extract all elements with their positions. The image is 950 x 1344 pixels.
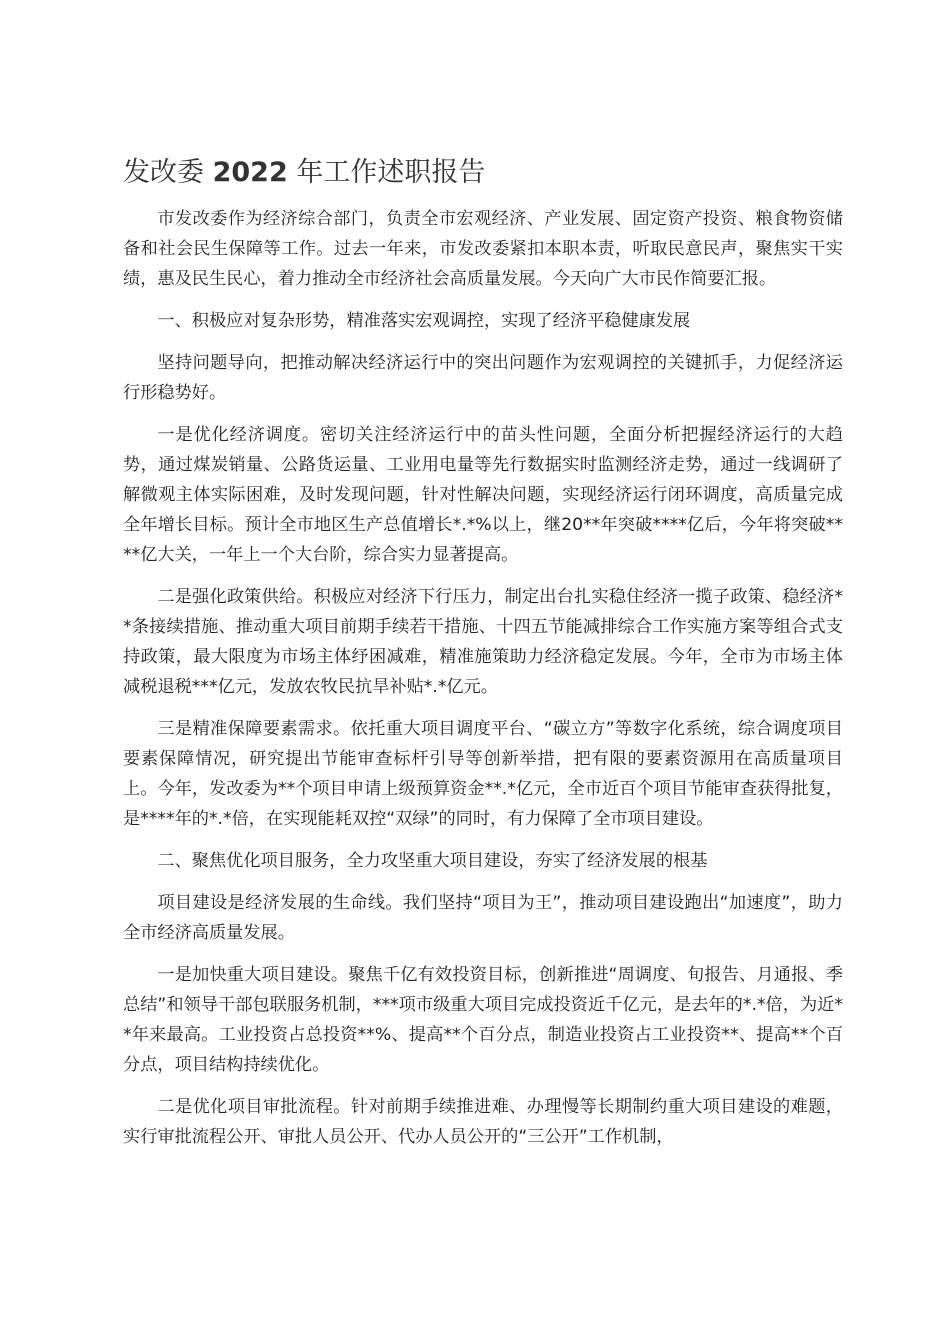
paragraph-section-1-lead: 坚持问题导向，把推动解决经济运行中的突出问题作为宏观调控的关键抓手，力促经济运行形稳势好。 [123, 353, 843, 403]
document-body [123, 204, 843, 1164]
paragraph-intro: 市发改委作为经济综合部门，负责全市宏观经济、产业发展、固定资产投资、粮食物资储备和社会民生保障等工作。过去一年来，市发改委紧扣本职本责，听取民意民声，聚焦实干实绩，惠及民生民心，着力推动全市经济社会高质量发展。今天向广大市民作简要汇报。 [123, 209, 843, 289]
title-year: 2022 [212, 157, 288, 188]
section-heading-1: 一、积极应对复杂形势，精准落实宏观调控，实现了经济平稳健康发展 [157, 311, 691, 331]
paragraph-section-2-lead: 项目建设是经济发展的生命线。我们坚持“项目为王”，推动项目建设跑出“加速度”，助力全市经济高质量发展。 [123, 893, 843, 943]
paragraph-factor-guarantee: 三是精准保障要素需求。依托重大项目调度平台、“碳立方”等数字化系统，综合调度项目要素保障情况，研究提出节能审查标杆引导等创新举措，把有限的要素资源用在高质量项目上。今年，发改委为**个项目申请上级预算资金**.*亿元，全市近百个项目节能审查获得批复，是****年的*.*倍，在实现能耗双控“双绿”的同时，有力保障了全市项目建设。 [123, 719, 843, 829]
paragraph-major-projects: 一是加快重大项目建设。聚焦千亿有效投资目标，创新推进“周调度、旬报告、月通报、季总结”和领导干部包联服务机制，***项市级重大项目完成投资近千亿元，是去年的*.*倍，为近**年来最高。工业投资占总投资**%、提高**个百分点，制造业投资占工业投资**、提高**个百分点，项目结构持续优化。 [123, 965, 843, 1075]
document-title [123, 154, 485, 192]
section-heading-2: 二、聚焦优化项目服务，全力攻坚重大项目建设，夯实了经济发展的根基 [157, 851, 708, 871]
title-prefix: 发改委 [123, 157, 204, 188]
paragraph-economic-dispatch: 一是优化经济调度。密切关注经济运行中的苗头性问题，全面分析把握经济运行的大趋势，通过煤炭销量、公路货运量、工业用电量等先行数据实时监测经济走势，通过一线调研了解微观主体实际困难，及时发现问题，针对性解决问题，实现经济运行闭环调度，高质量完成全年增长目标。预计全市地区生产总值增长*.*%以上，继20**年突破****亿后，今年将突破****亿大关，一年上一个大台阶，综合实力显著提高。 [123, 425, 843, 565]
paragraph-approval-process: 二是优化项目审批流程。针对前期手续推进难、办理慢等长期制约重大项目建设的难题，实行审批流程公开、审批人员公开、代办人员公开的“三公开”工作机制， [123, 1097, 843, 1147]
title-suffix: 年工作述职报告 [296, 157, 486, 188]
paragraph-policy-supply: 二是强化政策供给。积极应对经济下行压力，制定出台扎实稳住经济一揽子政策、稳经济**条接续措施、推动重大项目前期手续若干措施、十四五节能减排综合工作实施方案等组合式支持政策，最大限度为市场主体纾困减难，精准施策助力经济稳定发展。今年，全市为市场主体减税退税***亿元，发放农牧民抗旱补贴*.*亿元。 [123, 587, 843, 697]
